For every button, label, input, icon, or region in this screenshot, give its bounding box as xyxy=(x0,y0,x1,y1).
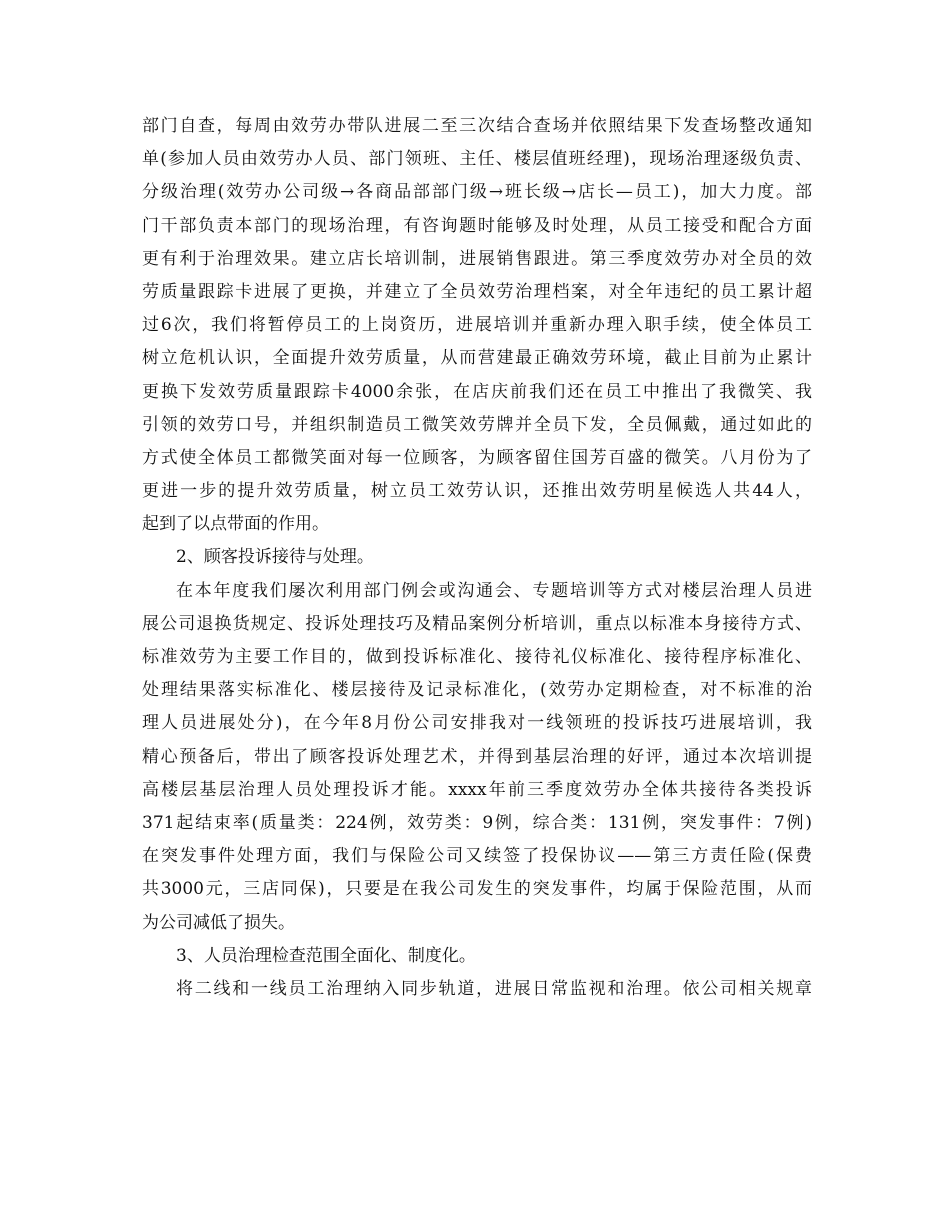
document-body xyxy=(142,110,812,1006)
paragraph-line: 过6次，我们将暂停员工的上岗资历，进展培训并重新办理入职手续，使全体员工 xyxy=(142,315,812,336)
paragraph-line: 树立危机认识，全面提升效劳质量，从而营建最正确效劳环境，截止目前为止累计 xyxy=(142,348,812,369)
paragraph-line: 将二线和一线员工治理纳入同步轨道，进展日常监视和治理。依公司相关规章 xyxy=(176,978,812,999)
paragraph-line: 高楼层基层治理人员处理投诉才能。xxxx年前三季度效劳办全体共接待各类投诉 xyxy=(142,779,812,800)
paragraph-line: 起到了以点带面的作用。 xyxy=(142,514,329,535)
paragraph-line: 在本年度我们屡次利用部门例会或沟通会、专题培训等方式对楼层治理人员进 xyxy=(176,580,812,601)
paragraph-line: 理人员进展处分)，在今年8月份公司安排我对一线领班的投诉技巧进展培训，我 xyxy=(142,713,812,734)
paragraph-line: 为公司减低了损失。 xyxy=(142,912,295,933)
paragraph-line: 门干部负责本部门的现场治理，有咨询题时能够及时处理，从员工接受和配合方面 xyxy=(142,215,812,236)
paragraph-line: 单(参加人员由效劳办人员、部门领班、主任、楼层值班经理)，现场治理逐级负责、 xyxy=(142,149,812,170)
paragraph-line: 更换下发效劳质量跟踪卡4000余张，在店庆前我们还在员工中推出了我微笑、我 xyxy=(142,381,812,402)
paragraph-line: 更进一步的提升效劳质量，树立员工效劳认识，还推出效劳明星候选人共44人， xyxy=(142,481,812,502)
paragraph-line: 371起结束率(质量类：224例，效劳类：9例，综合类：131例，突发事件：7例) xyxy=(142,812,812,833)
paragraph-line: 更有利于治理效果。建立店长培训制，进展销售跟进。第三季度效劳办对全员的效 xyxy=(142,248,812,269)
paragraph-line: 精心预备后，带出了顾客投诉处理艺术，并得到基层治理的好评，通过本次培训提 xyxy=(142,746,812,767)
paragraph-line: 方式使全体员工都微笑面对每一位顾客，为顾客留住国芳百盛的微笑。八月份为了 xyxy=(142,447,812,468)
paragraph-line: 处理结果落实标准化、楼层接待及记录标准化，(效劳办定期检查，对不标准的治 xyxy=(142,680,812,701)
paragraph-line: 分级治理(效劳办公司级→各商品部部门级→班长级→店长—员工)，加大力度。部 xyxy=(142,182,812,203)
paragraph-line: 引领的效劳口号，并组织制造员工微笑效劳牌并全员下发，全员佩戴，通过如此的 xyxy=(142,414,812,435)
paragraph-line: 2、顾客投诉接待与处理。 xyxy=(176,547,374,568)
paragraph-line: 劳质量跟踪卡进展了更换，并建立了全员效劳治理档案，对全年违纪的员工累计超 xyxy=(142,281,812,302)
paragraph-line: 共3000元，三店同保)，只要是在我公司发生的突发事件，均属于保险范围，从而 xyxy=(142,879,812,900)
paragraph-line: 展公司退换货规定、投诉处理技巧及精品案例分析培训，重点以标准本身接待方式、 xyxy=(142,613,812,634)
paragraph-line: 部门自查，每周由效劳办带队进展二至三次结合查场并依照结果下发查场整改通知 xyxy=(142,116,812,136)
paragraph-line: 在突发事件处理方面，我们与保险公司又续签了投保协议——第三方责任险(保费 xyxy=(142,846,812,867)
paragraph-line: 标准效劳为主要工作目的，做到投诉标准化、接待礼仪标准化、接待程序标准化、 xyxy=(142,647,812,667)
paragraph-line: 3、人员治理检查范围全面化、制度化。 xyxy=(176,945,476,966)
